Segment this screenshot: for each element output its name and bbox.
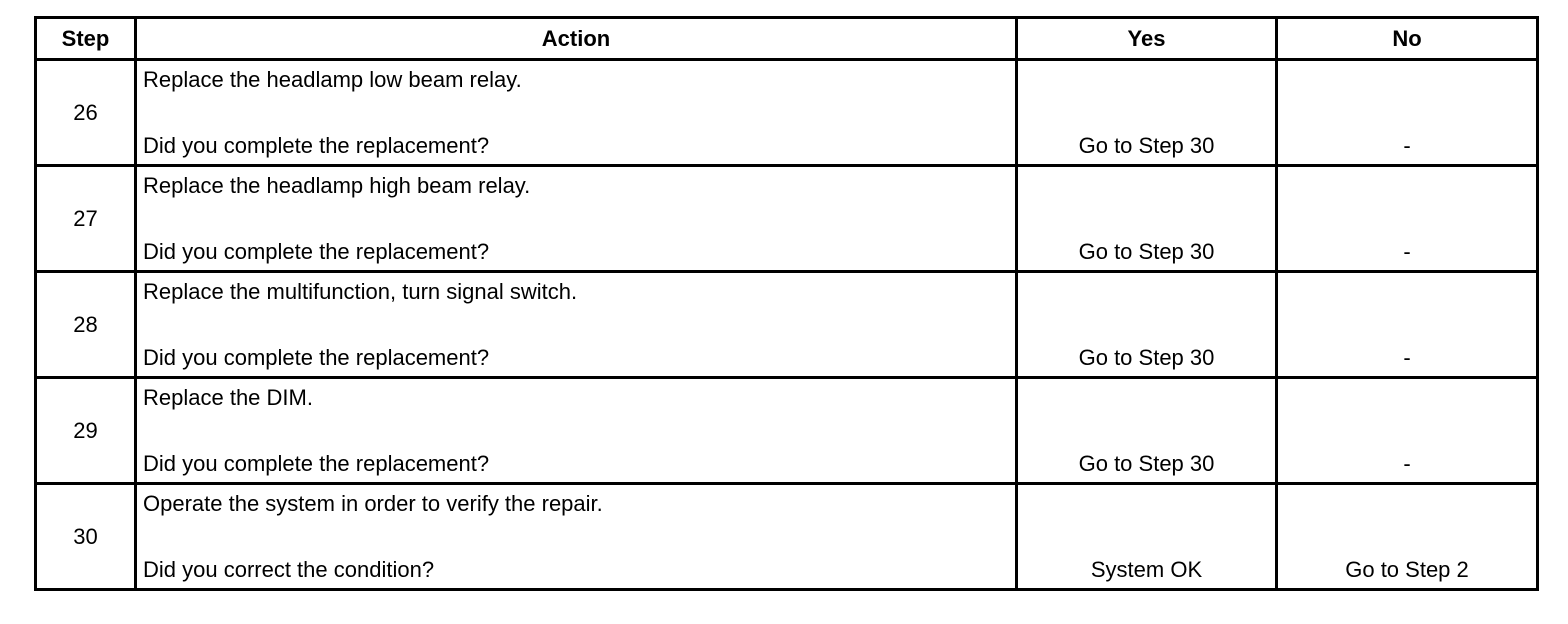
- header-no: No: [1277, 18, 1538, 60]
- header-action: Action: [136, 18, 1017, 60]
- yes-result: Go to Step 30: [1078, 345, 1215, 370]
- table-row: [36, 166, 1538, 272]
- no-result: -: [1403, 133, 1411, 158]
- action-instruction: Replace the DIM.: [143, 385, 313, 410]
- yes-result: System OK: [1090, 557, 1203, 582]
- no-result: -: [1403, 345, 1411, 370]
- yes-cell: [1017, 60, 1277, 166]
- no-cell: [1277, 272, 1538, 378]
- no-cell: [1277, 378, 1538, 484]
- header-yes: Yes: [1017, 18, 1277, 60]
- yes-result: Go to Step 30: [1078, 451, 1215, 476]
- no-cell: [1277, 60, 1538, 166]
- action-question: Did you complete the replacement?: [143, 451, 490, 476]
- table-body: [36, 60, 1538, 590]
- action-instruction: Replace the headlamp high beam relay.: [143, 173, 531, 198]
- action-cell: [136, 378, 1017, 484]
- action-cell: [136, 484, 1017, 590]
- action-instruction: Operate the system in order to verify the repair.: [143, 491, 603, 516]
- action-question: Did you complete the replacement?: [143, 133, 490, 158]
- step-number: 30: [36, 484, 136, 590]
- action-question: Did you correct the condition?: [143, 557, 435, 582]
- no-result: -: [1403, 239, 1411, 264]
- action-cell: [136, 60, 1017, 166]
- header-row: [36, 18, 1538, 60]
- step-number: 29: [36, 378, 136, 484]
- table-row: [36, 484, 1538, 590]
- action-instruction: Replace the multifunction, turn signal switch.: [143, 279, 578, 304]
- action-cell: [136, 272, 1017, 378]
- yes-result: Go to Step 30: [1078, 239, 1215, 264]
- no-result: Go to Step 2: [1345, 557, 1469, 582]
- action-instruction: Replace the headlamp low beam relay.: [143, 67, 522, 92]
- yes-result: Go to Step 30: [1078, 133, 1215, 158]
- action-question: Did you complete the replacement?: [143, 239, 490, 264]
- header-step: Step: [36, 18, 136, 60]
- yes-cell: [1017, 166, 1277, 272]
- table-row: [36, 60, 1538, 166]
- diagnostic-table: [34, 16, 1539, 591]
- yes-cell: [1017, 484, 1277, 590]
- table-row: [36, 272, 1538, 378]
- yes-cell: [1017, 378, 1277, 484]
- action-question: Did you complete the replacement?: [143, 345, 490, 370]
- table-header: [36, 18, 1538, 60]
- yes-cell: [1017, 272, 1277, 378]
- no-cell: [1277, 484, 1538, 590]
- action-cell: [136, 166, 1017, 272]
- step-number: 27: [36, 166, 136, 272]
- no-cell: [1277, 166, 1538, 272]
- no-result: -: [1403, 451, 1411, 476]
- step-number: 26: [36, 60, 136, 166]
- table-row: [36, 378, 1538, 484]
- step-number: 28: [36, 272, 136, 378]
